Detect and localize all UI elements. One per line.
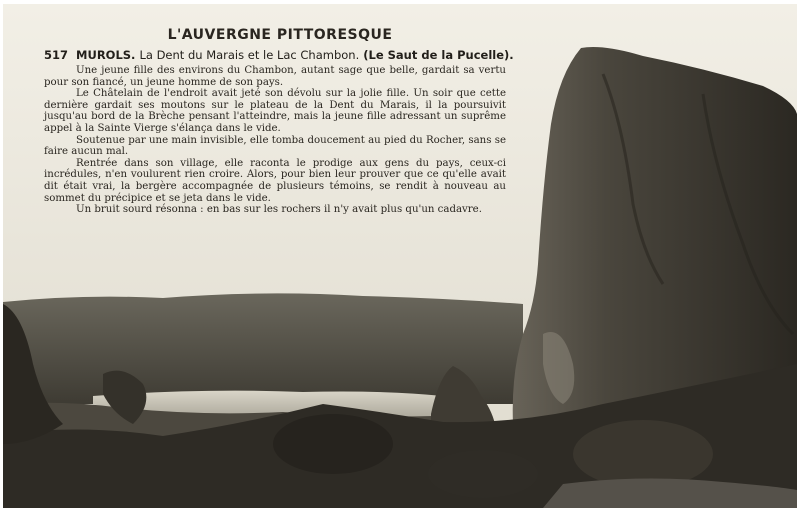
- subject: La Dent du Marais et le Lac Chambon.: [139, 48, 360, 62]
- place-name: MUROLS.: [76, 48, 136, 62]
- paragraph: Rentrée dans son village, elle raconta le prodige aux gens du pays, ceux-ci incrédules, n'en voulurent rien croire. Alors, pour bien leur prouver que ce qu'elle avait dit était vrai, la bergère accompagnée de plusieurs témoins, se rendit à nouveau au sommet du précipice et se jeta dans le vide.: [44, 157, 506, 204]
- paragraph: Une jeune fille des environs du Chambon, autant sage que belle, gardait sa vertu pour son fiancé, un jeune homme de son pays.: [44, 65, 506, 88]
- paragraph: Le Châtelain de l'endroit avait jeté son dévolu sur la jolie fille. Un soir que cette dernière gardait ses moutons sur le plateau de la Dent du Marais, il la poursuivit jusqu'au bord de la Brèche pensant l'atteindre, mais la jeune fille adressant un suprême appel à la Sainte Vierge s'élança dans le vide.: [44, 88, 506, 134]
- legend-title: (Le Saut de la Pucelle).: [363, 48, 514, 62]
- card-number: 517: [44, 48, 69, 62]
- series-title: L'AUVERGNE PITTORESQUE: [167, 27, 393, 43]
- legend-text: [44, 65, 506, 216]
- paragraph: Un bruit sourd résonna : en bas sur les rochers il n'y avait plus qu'un cadavre.: [76, 204, 482, 216]
- caption: [44, 48, 584, 62]
- paragraph: Soutenue par une main invisible, elle tomba doucement au pied du Rocher, sans se faire aucun mal.: [44, 134, 506, 158]
